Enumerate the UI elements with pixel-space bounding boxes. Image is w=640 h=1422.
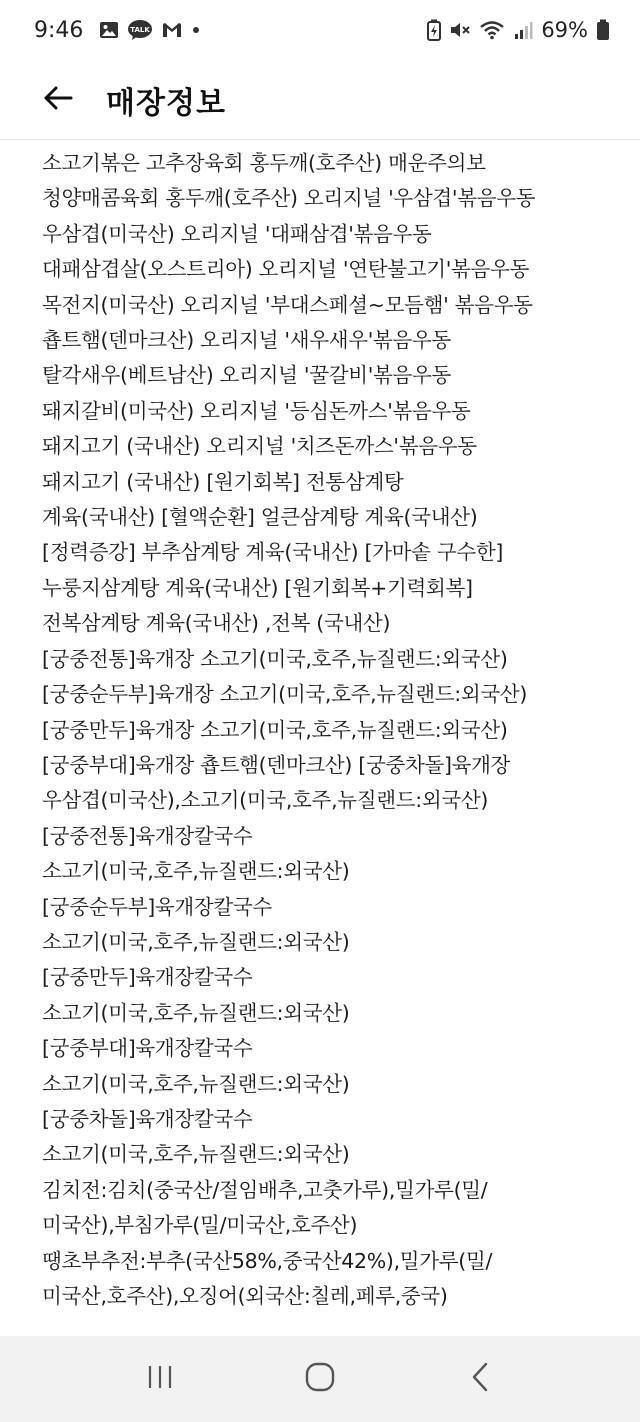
notification-dot-icon xyxy=(191,18,201,42)
info-line: [정력증강] 부추삼계탕 계육(국내산) [가마솥 구수한] xyxy=(42,540,504,565)
page-title: 매장정보 xyxy=(106,85,226,121)
back-chevron-icon xyxy=(470,1362,490,1396)
signal-icon xyxy=(513,18,533,42)
recent-apps-button[interactable] xyxy=(120,1349,200,1409)
info-line: 대패삼겹살(오스트리아) 오리지널 '연탄불고기'볶음우동 xyxy=(42,257,530,282)
info-line: [궁중만두]육개장 소고기(미국,호주,뉴질랜드:외국산) xyxy=(42,717,508,742)
status-left xyxy=(34,18,201,43)
info-line: 돼지갈비(미국산) 오리지널 '등심돈까스'볶음우동 xyxy=(42,398,471,423)
wifi-icon xyxy=(479,18,505,42)
info-line: [궁중순두부]육개장 소고기(미국,호주,뉴질랜드:외국산) xyxy=(42,682,528,707)
gallery-icon xyxy=(99,18,119,42)
info-line: 소고기(미국,호주,뉴질랜드:외국산) xyxy=(42,1000,350,1025)
info-line: 미국산,호주산),오징어(외국산:칠레,페루,중국) xyxy=(42,1284,448,1308)
recent-apps-icon xyxy=(145,1364,175,1394)
status-right xyxy=(427,18,610,42)
info-line: 소고기(미국,호주,뉴질랜드:외국산) xyxy=(42,929,350,954)
home-button[interactable] xyxy=(280,1349,360,1409)
info-line: 청양매콤육회 홍두깨(호주산) 오리지널 '우삼겹'볶음우동 xyxy=(42,186,536,211)
info-line: [궁중차돌]육개장칼국수 xyxy=(42,1106,253,1131)
talk-icon xyxy=(127,18,153,42)
info-line: 소고기(미국,호주,뉴질랜드:외국산) xyxy=(42,859,350,884)
app-header xyxy=(0,60,640,140)
info-line: 김치전:김치(중국산/절임배추,고춧가루),밀가루(밀/ xyxy=(42,1177,488,1202)
arrow-left-icon xyxy=(43,86,73,114)
info-line: 돼지고기 (국내산) [원기회복] 전통삼계탕 xyxy=(42,469,404,494)
info-line: [궁중만두]육개장칼국수 xyxy=(42,965,253,990)
info-line: 우삼겹(미국산) 오리지널 '대패삼겹'볶음우동 xyxy=(42,221,432,246)
info-line: 계육(국내산) [혈액순환] 얼큰삼계탕 계육(국내산) xyxy=(42,505,478,530)
info-line: 춉트햄(덴마크산) 오리지널 '새우새우'볶음우동 xyxy=(42,328,452,353)
info-line: [궁중부대]육개장칼국수 xyxy=(42,1036,253,1061)
status-bar xyxy=(0,0,640,60)
gmail-icon xyxy=(161,18,183,42)
info-line: 땡초부추전:부추(국산58%,중국산42%),밀가루(밀/ xyxy=(42,1248,493,1273)
info-line: 소고기(미국,호주,뉴질랜드:외국산) xyxy=(42,1071,350,1096)
info-line: 누룽지삼계탕 계육(국내산) [원기회복+기력회복] xyxy=(42,575,473,600)
talk-icon-label: TALK xyxy=(130,26,151,34)
info-line: [궁중순두부]육개장칼국수 xyxy=(42,894,272,919)
info-line: 전복삼계탕 계육(국내산) ,전복 (국내산) xyxy=(42,611,391,636)
info-line: 소고기(미국,호주,뉴질랜드:외국산) xyxy=(42,1142,350,1167)
info-line: 목전지(미국산) 오리지널 '부대스페셜~모듬햄' 볶음우동 xyxy=(42,292,533,317)
info-line: [궁중부대]육개장 춉트햄(덴마크산) [궁중차돌]육개장 xyxy=(42,752,511,777)
back-button[interactable] xyxy=(28,70,88,130)
info-line: 탈각새우(베트남산) 오리지널 '꿀갈비'볶음우동 xyxy=(42,363,452,388)
battery-percentage: 69% xyxy=(541,18,588,42)
status-time: 9:46 xyxy=(34,17,84,43)
home-icon xyxy=(304,1361,336,1397)
info-line: [궁중전통]육개장칼국수 xyxy=(42,823,253,848)
info-line: 돼지고기 (국내산) 오리지널 '치즈돈까스'볶음우동 xyxy=(42,434,477,459)
info-line: [궁중전통]육개장 소고기(미국,호주,뉴질랜드:외국산) xyxy=(42,646,508,671)
store-info-content[interactable] xyxy=(0,146,640,1336)
mute-icon xyxy=(449,18,471,42)
system-back-button[interactable] xyxy=(440,1349,520,1409)
battery-icon xyxy=(596,18,610,42)
info-line: 미국산),부침가루(밀/미국산,호주산) xyxy=(42,1213,358,1238)
info-line: 소고기볶은 고추장육회 홍두깨(호주산) 매운주의보 xyxy=(42,151,486,175)
info-line: 우삼겹(미국산),소고기(미국,호주,뉴질랜드:외국산) xyxy=(42,788,489,813)
system-nav-bar xyxy=(0,1336,640,1422)
battery-saver-icon xyxy=(427,18,441,42)
